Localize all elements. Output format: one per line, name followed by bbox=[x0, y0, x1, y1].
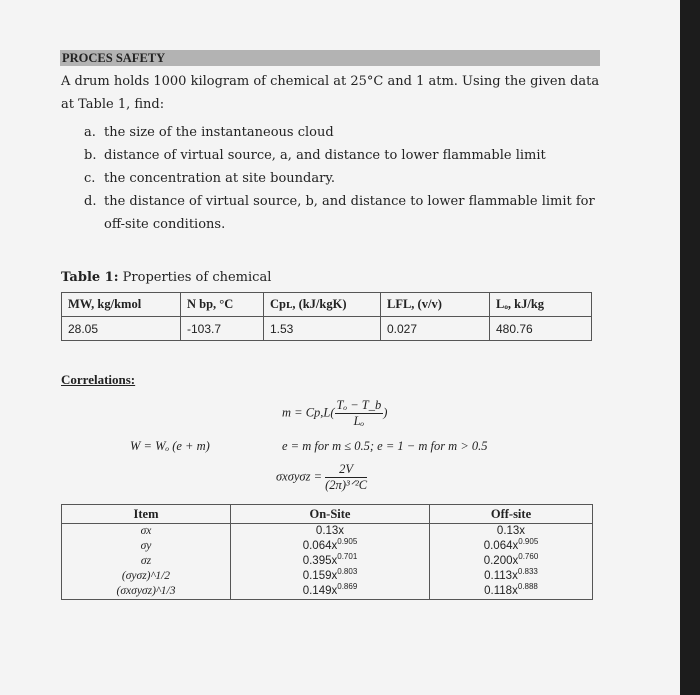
value-cell: 480.76 bbox=[490, 317, 592, 341]
header-cell: Lₒ, kJ/kg bbox=[490, 293, 592, 317]
dispersion-coefficient-table bbox=[61, 504, 593, 600]
correlations-title: Correlations: bbox=[61, 372, 136, 387]
task-text: distance of virtual source, a, and distance to lower flammable limit bbox=[104, 148, 546, 163]
task-label: b. bbox=[84, 148, 97, 163]
task-item bbox=[84, 121, 604, 144]
offsite-exponent: 0.760 bbox=[518, 552, 539, 561]
onsite-base: 0.149x bbox=[302, 585, 338, 597]
table-header-row bbox=[62, 293, 592, 317]
offsite-exponent: 0.888 bbox=[517, 582, 538, 591]
item-cell: (σyσz)^1/2 bbox=[62, 569, 231, 584]
table-row bbox=[62, 317, 592, 341]
item-cell: σz bbox=[62, 554, 231, 569]
offsite-base: 0.118x bbox=[484, 585, 518, 597]
item-cell: (σxσyσz)^1/3 bbox=[62, 584, 231, 600]
task-label: a. bbox=[84, 125, 96, 140]
eq-m-lhs: m = Cp,L( bbox=[282, 405, 335, 420]
eq-sigma-denominator: (2π)³ᐟ²C bbox=[325, 478, 368, 492]
eq-m-denominator: Lₒ bbox=[353, 414, 365, 428]
task-text: the distance of virtual source, b, and distance to lower flammable limit for off-site conditions. bbox=[104, 194, 595, 232]
offsite-exponent: 0.905 bbox=[518, 537, 539, 546]
task-label: c. bbox=[84, 171, 96, 186]
value-cell: 1.53 bbox=[264, 317, 381, 341]
table1-caption bbox=[61, 270, 271, 285]
value-cell: 28.05 bbox=[62, 317, 181, 341]
header-cell: Off-site bbox=[430, 505, 593, 524]
properties-table bbox=[61, 292, 592, 341]
task-item bbox=[84, 167, 604, 190]
eq-m-close: ) bbox=[383, 405, 388, 420]
header-cell: On-Site bbox=[231, 505, 430, 524]
header-cell: N bp, °C bbox=[181, 293, 264, 317]
onsite-base: 0.064x bbox=[302, 540, 338, 552]
offsite-base: 0.200x bbox=[483, 555, 519, 567]
onsite-base: 0.159x bbox=[302, 570, 338, 582]
offsite-cell bbox=[430, 569, 593, 584]
onsite-base: 0.395x bbox=[302, 555, 338, 567]
onsite-exponent: 0.701 bbox=[337, 552, 358, 561]
equation-sigma bbox=[276, 462, 367, 493]
offsite-cell bbox=[430, 554, 593, 569]
equation-W: W = Wₒ (e + m) bbox=[130, 439, 210, 453]
table1-caption-text: Properties of chemical bbox=[118, 270, 272, 285]
onsite-cell bbox=[231, 569, 430, 584]
task-label: d. bbox=[84, 194, 97, 209]
header-cell: Item bbox=[62, 505, 231, 524]
onsite-exponent: 0.869 bbox=[337, 582, 358, 591]
equation-m bbox=[282, 398, 387, 429]
equation-e: e = m for m ≤ 0.5; e = 1 − m for m > 0.5 bbox=[282, 439, 488, 453]
eq-sigma-fraction bbox=[325, 462, 367, 493]
offsite-cell bbox=[430, 524, 593, 540]
onsite-base: 0.13x bbox=[315, 525, 345, 537]
task-item bbox=[84, 144, 604, 167]
offsite-base: 0.064x bbox=[483, 540, 519, 552]
offsite-cell bbox=[430, 584, 593, 600]
eq-sigma-lhs: σxσyσz = bbox=[276, 469, 323, 484]
offsite-exponent: 0.833 bbox=[517, 567, 538, 576]
table-row bbox=[62, 584, 593, 600]
table-header-row bbox=[62, 505, 593, 524]
eq-sigma-numerator: 2V bbox=[325, 462, 367, 478]
eq-m-fraction bbox=[335, 398, 384, 429]
header-cell: MW, kg/kmol bbox=[62, 293, 181, 317]
table-row bbox=[62, 569, 593, 584]
section-heading: PROCES SAFETY bbox=[60, 50, 600, 66]
onsite-cell bbox=[231, 524, 430, 540]
problem-intro: A drum holds 1000 kilogram of chemical at 25°C and 1 atm. Using the given data at Table 1, find: bbox=[61, 74, 600, 112]
item-cell: σx bbox=[62, 524, 231, 540]
header-cell: Cpʟ, (kJ/kgK) bbox=[264, 293, 381, 317]
table1-caption-label: Table 1: bbox=[61, 270, 119, 285]
right-edge-bar bbox=[680, 0, 700, 695]
task-text: the size of the instantaneous cloud bbox=[104, 125, 334, 140]
onsite-exponent: 0.905 bbox=[337, 537, 358, 546]
task-list bbox=[84, 121, 604, 236]
table-row bbox=[62, 539, 593, 554]
header-cell: LFL, (v/v) bbox=[381, 293, 490, 317]
eq-m-numerator: Tₒ − T_b bbox=[336, 398, 382, 412]
task-item bbox=[84, 190, 604, 236]
onsite-exponent: 0.803 bbox=[337, 567, 358, 576]
offsite-base: 0.113x bbox=[484, 570, 518, 582]
table-row bbox=[62, 554, 593, 569]
value-cell: -103.7 bbox=[181, 317, 264, 341]
onsite-cell bbox=[231, 539, 430, 554]
value-cell: 0.027 bbox=[381, 317, 490, 341]
onsite-cell bbox=[231, 584, 430, 600]
task-text: the concentration at site boundary. bbox=[104, 171, 336, 186]
offsite-base: 0.13x bbox=[496, 525, 526, 537]
table-row bbox=[62, 524, 593, 540]
item-cell: σy bbox=[62, 539, 231, 554]
onsite-cell bbox=[231, 554, 430, 569]
offsite-cell bbox=[430, 539, 593, 554]
